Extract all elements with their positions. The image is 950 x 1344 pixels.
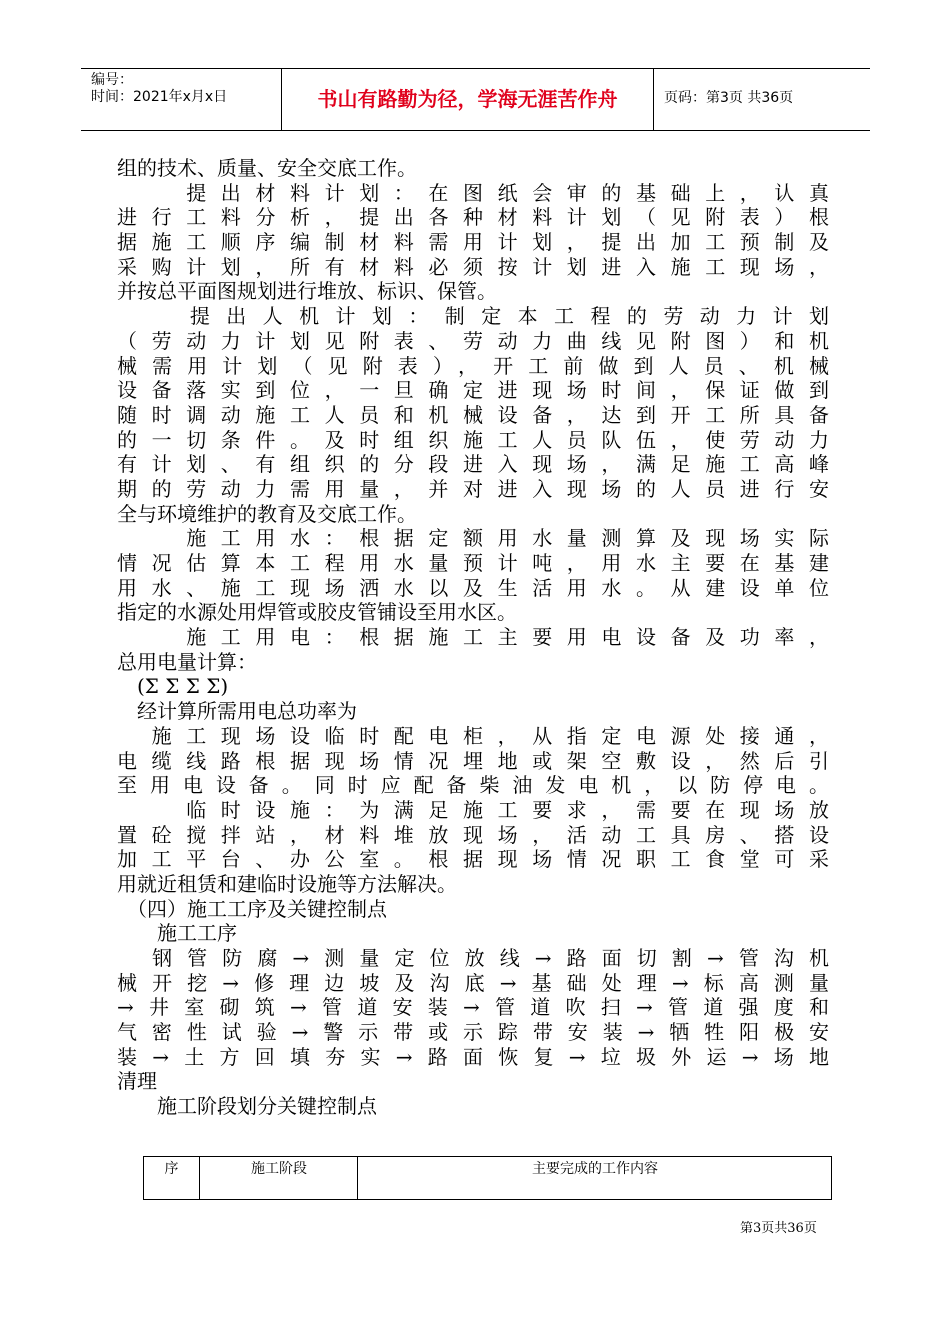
table-header-index: 序 [144,1157,200,1199]
body-text-line: 装→土方回填夯实→路面恢复→垃圾外运→场地 [117,1044,829,1069]
body-text-line: 指定的水源处用焊管或胶皮管铺设至用水区。 [117,600,517,625]
body-text-line: 钢管防腐→测量定位放线→路面切割→管沟机 [117,946,829,970]
body-text-line: 临时设施：为满足施工要求，需要在现场放 [117,797,829,822]
body-text-line: 施工工序 [117,921,237,946]
body-text-line: 至用电设备。同时应配备柴油发电机，以防停电。 [117,773,829,798]
body-text-line: 置砼搅拌站，材料堆放现场，活动工具房、搭设 [117,822,829,847]
header-right-cell [654,69,870,130]
body-text-line: →井室砌筑→管道安装→管道吹扫→管道强度和 [117,995,829,1020]
body-text-line: 加工平台、办公室。根据现场情况职工食堂可采 [117,847,829,872]
body-text-line: 并按总平面图规划进行堆放、标识、保管。 [117,279,497,304]
body-text-line: 期的劳动力需用量，并对进入现场的人员进行安 [117,476,829,501]
body-text-line: 情况估算本工程用水量预计吨，用水主要在基建 [117,551,829,575]
body-text-line: 的一切条件。及时组织施工人员队伍，使劳动力 [117,427,829,452]
body-text-line: 组的技术、质量、安全交底工作。 [117,156,417,180]
table-header-work-content: 主要完成的工作内容 [532,1161,658,1177]
body-text-line: 械开挖→修理边坡及沟底→基础处理→标高测量 [117,970,829,995]
body-text-line: (Σ Σ Σ Σ) [117,674,229,699]
body-text-line: 经计算所需用电总功率为 [117,699,357,724]
body-text-line: （劳动力计划见附表、劳动力曲线见附图）和机 [117,328,829,353]
body-text-line: 随时调动施工人员和机械设备，达到开工所具备 [117,402,829,427]
header-middle-cell [282,69,654,130]
body-text-line: 据施工顺序编制材料需用计划，提出加工预制及 [117,230,829,255]
body-text-line: 提出材料计划：在图纸会审的基础上，认真 [117,180,829,205]
body-text-line: 用水、施工现场洒水以及生活用水。从建设单位 [117,575,829,600]
stage-table [143,1156,832,1200]
body-text-line: 气密性试验→警示带或示踪带安装→牺牲阳极安 [117,1020,829,1045]
body-text-line: 采购计划，所有材料必须按计划进入施工现场， [117,254,829,279]
body-text-line: （四）施工工序及关键控制点 [117,896,387,921]
body-text-line: 械需用计划（见附表），开工前做到人员、机械 [117,353,829,378]
body-text-line: 施工用电：根据施工主要用电设备及功率， [117,625,829,650]
table-header-stage: 施工阶段 [201,1157,358,1199]
document-code-label: 编号： [91,72,133,88]
body-text-line: 电缆线路根据现场情况埋地或架空敷设，然后引 [117,748,829,773]
header-motto: 书山有路勤为径，学海无涯苦作舟 [317,87,618,111]
document-time-label: 时间：2021年x月x日 [91,89,228,105]
body-text-line: 用就近租赁和建临时设施等方法解决。 [117,871,457,896]
document-body [117,156,829,1119]
body-text-line: 清理 [117,1069,157,1094]
body-text-line: 设备落实到位，一旦确定进现场时间，保证做到 [117,378,829,403]
body-text-line: 提出人机计划：制定本工程的劳动力计划 [117,304,829,329]
header-page-number: 页码：第3页 共36页 [664,90,794,106]
page-header [81,68,870,131]
body-text-line: 全与环境维护的教育及交底工作。 [117,501,417,526]
body-text-line: 施工现场设临时配电柜，从指定电源处接通， [117,723,829,748]
header-left-cell [81,69,282,130]
body-text-line: 施工阶段划分关键控制点 [117,1094,377,1119]
body-text-line: 有计划、有组织的分段进入现场，满足施工高峰 [117,452,829,477]
body-text-line: 总用电量计算： [117,649,257,674]
page-footer-number: 第3页共36页 [740,1221,817,1236]
body-text-line: 进行工料分析，提出各种材料计划（见附表）根 [117,205,829,230]
body-text-line: 施工用水：根据定额用水量测算及现场实际 [117,526,829,551]
